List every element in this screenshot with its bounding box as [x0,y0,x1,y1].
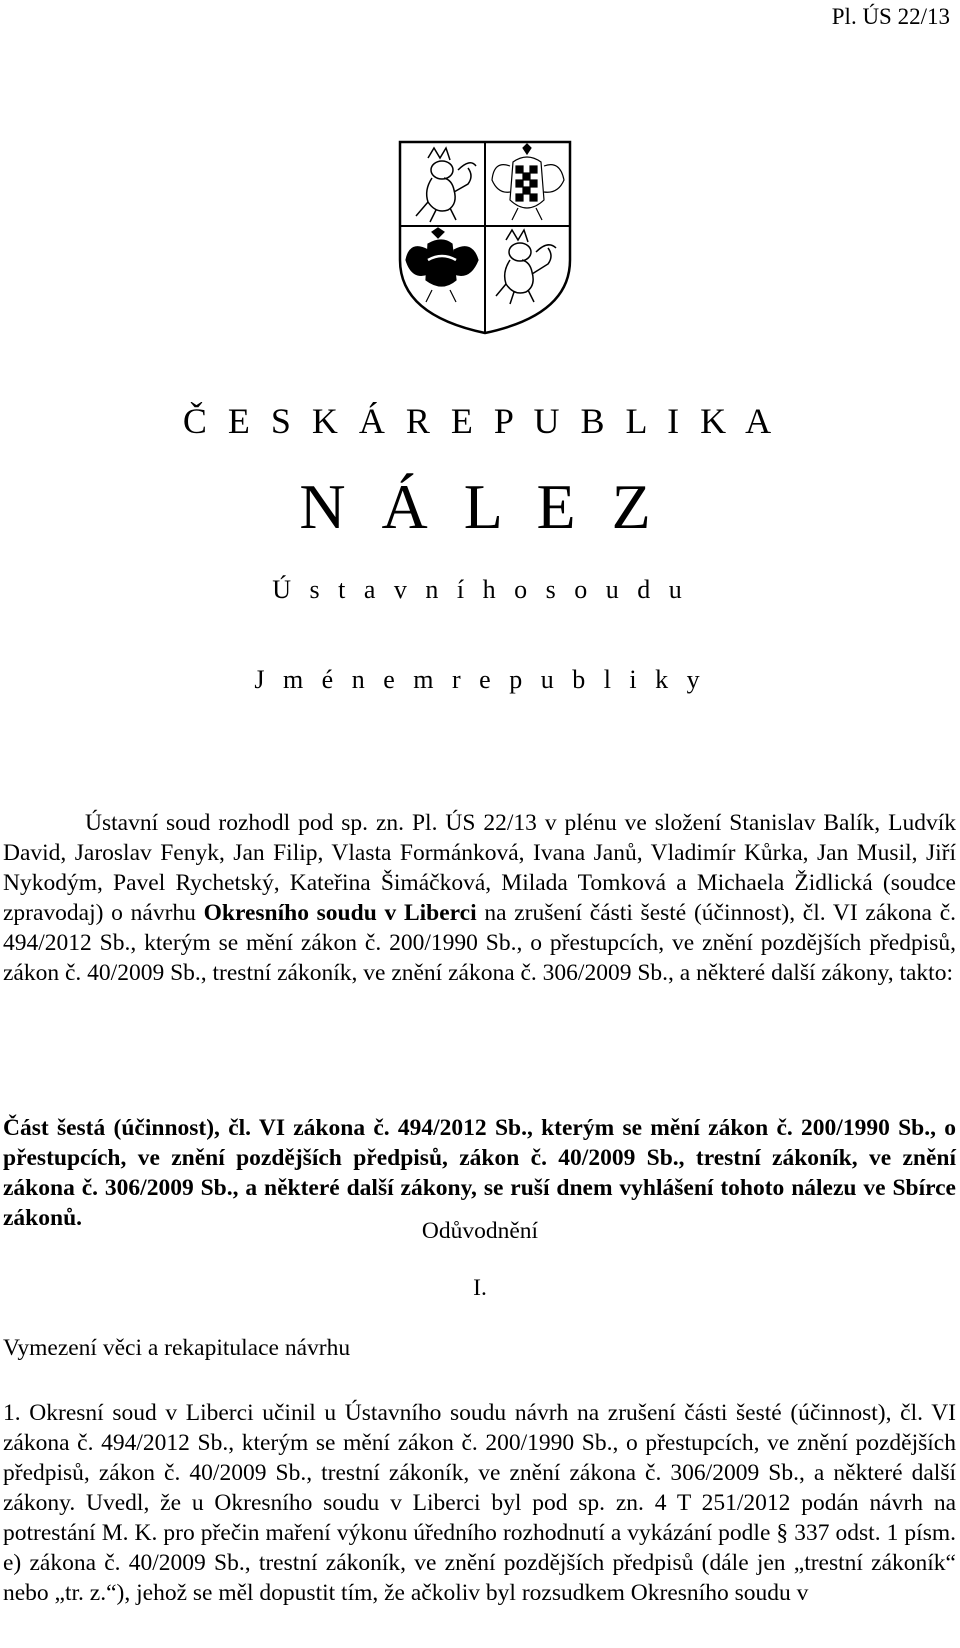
case-reference: Pl. ÚS 22/13 [831,4,950,29]
intro-text-2: na zrušení části šesté (účinnost), čl. VI zákona č. 494/2012 Sb., kterým se mění zákon č. 200/1990 Sb., o přestupcích, ve znění pozdějších předpisů, zákon č. 40/2009 Sb., trestní zákoník, ve znění zákona č. 306/2009 Sb., a některé další zákony, takto: [3,900,956,986]
section-subheading: Vymezení věci a rekapitulace návrhu [3,1335,351,1361]
country-title: Č E S K Á R E P U B L I K A [182,401,778,441]
verdict-paragraph: Část šestá (účinnost), čl. VI zákona č. 494/2012 Sb., kterým se mění zákon č. 200/1990 Sb., o přestupcích, ve znění pozdějších předpisů, zákon č. 40/2009 Sb., trestní zákoník, ve znění zákona č. 306/2009 Sb., a některé další zákony, se ruší dnem vyhlášení tohoto nálezu ve Sbírce zákonů. [3,1115,956,1231]
czech-coat-of-arms-icon [398,140,572,335]
paragraph-1: 1. Okresní soud v Liberci učinil u Ústavního soudu návrh na zrušení části šesté (účinnost), čl. VI zákona č. 494/2012 Sb., kterým se mění zákon č. 200/1990 Sb., o přestupcích, ve znění pozdějších předpisů, zákon č. 40/2009 Sb., trestní zákoník, ve znění zákona č. 306/2009 Sb., a některé další zákony. Uvedl, že u Okresního soudu v Liberci byl pod sp. zn. 4 T 251/2012 podán návrh na potrestání M. K. pro přečin maření výkonu úředního rozhodnutí a vykázání podle § 337 odst. 1 písm. e) zákona č. 40/2009 Sb., trestní zákoník, ve znění pozdějších předpisů (dále jen „trestní zákoník“ nebo „tr. z.“), jehož se měl dopustit tím, že ačkoliv byl rozsudkem Okresního soudu v [3,1400,956,1606]
decision-type-title: N Á L E Z [299,471,661,542]
reasoning-heading: Odůvodnění [421,1218,539,1244]
petitioner-name: Okresního soudu v Liberci [203,900,477,926]
in-the-name-title: J m é n e m r e p u b l i k y [254,665,706,694]
intro-text-1: Ústavní soud rozhodl pod sp. zn. Pl. ÚS 22/13 v plénu ve složení Stanislav Balík, Ludvík David, Jaroslav Fenyk, Jan Filip, Vlasta Formánková, Ivana Janů, Vladimír Kůrka, Jan Musil, Jiří Nykodým, Pavel Rychetský, Kateřina Šimáčková, Milada Tomková a Michaela Židlická (soudce zpravodaj) o návrhu [3,810,956,926]
section-numeral: I. [473,1275,487,1301]
court-title: Ú s t a v n í h o s o u d u [272,575,688,604]
intro-paragraph [3,808,956,988]
